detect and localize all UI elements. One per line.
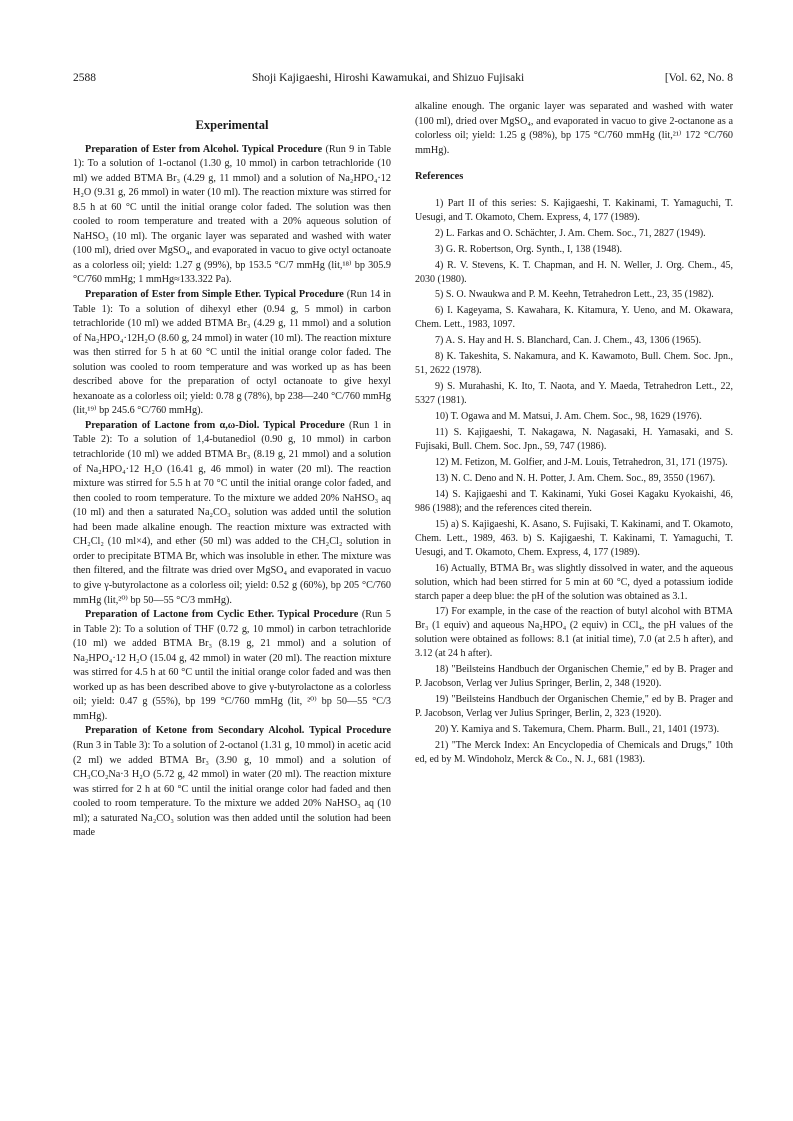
reference-text: S. Murahashi, K. Ito, T. Naota, and Y. Maeda, Tetrahedron Lett., 22, 5327 (1981). [415,381,733,407]
reference-number: 18) [435,664,449,676]
reference-text: S. Kajigaeshi and T. Kakinami, Yuki Gosei Kagaku Kyokaishi, 46, 986 (1988); and the references cited therein. [415,488,733,514]
reference-text: L. Farkas and O. Schächter, J. Am. Chem. Soc., 71, 2827 (1949). [445,227,706,239]
reference-item [415,410,733,424]
reference-number: 7) [435,335,444,347]
reference-number: 15) [435,518,449,530]
reference-text: S. O. Nwaukwa and P. M. Keehn, Tetrahedron Lett., 23, 35 (1982). [445,289,714,301]
reference-item [415,334,733,348]
reference-text: Y. Kamiya and S. Takemura, Chem. Pharm. Bull., 21, 1401 (1973). [450,724,720,736]
reference-number: 19) [435,694,449,706]
procedure-ketone-from-alcohol [73,724,391,840]
reference-number: 20) [435,724,449,736]
reference-number: 8) [435,351,444,363]
reference-text: G. R. Robertson, Org. Synth., I, 138 (1948). [445,243,623,255]
reference-item [415,288,733,302]
reference-number: 14) [435,488,449,500]
reference-item [415,197,733,225]
reference-item [415,380,733,408]
right-column [415,100,733,769]
reference-item [415,562,733,604]
reference-number: 11) [435,427,448,439]
reference-text: R. V. Stevens, K. T. Chapman, and H. N. Weller, J. Org. Chem., 45, 2030 (1980). [415,259,734,285]
reference-item [415,488,733,516]
procedure-heading: Preparation of Lactone from Cyclic Ether. Typical Procedure [85,609,359,621]
reference-text: "Beilsteins Handbuch der Organischen Chemie," ed by B. Prager and P. Jacobson, Verlag ver Julius Springer, Berlin, 2, 323 (1920). [415,694,733,720]
reference-number: 16) [435,562,449,574]
reference-text: Part II of this series: S. Kajigaeshi, T. Kakinami, T. Yamaguchi, T. Uesugi, and T. Okamoto, Chem. Express, 4, 177 (1989). [415,197,733,223]
reference-item [415,227,733,241]
reference-item [415,426,733,454]
section-title-experimental: Experimental [195,118,269,132]
procedure-heading: Preparation of Lactone from α,ω-Diol. Typical Procedure [85,419,345,431]
reference-item [415,456,733,470]
references-title: References [415,171,464,183]
procedure-text: (Run 14 in Table 1): To a solution of dihexyl ether (0.94 g, 5 mmol) in carbon tetrachloride (10 ml) we added BTMA Br₃ (4.29 g, 11 mmol) and a solution of Na₂HPO₄·12H₂O (8.60 g, 24 mmol) in water (10 ml). The reaction mixture was then stirred for 5 h at 60 °C until the initial orange color faded. The solution was cooled to room temperature and was worked up as has been described above for the preparation of octyl octanoate to give hexyl hexanoate as a colorless oil; yield: 0.78 g (78%), bp 238—240 °C/760 mmHg (lit,¹⁹⁾ bp 245.6 °C/760 mmHg). [73,289,391,417]
reference-item [415,472,733,486]
page-number: 2588 [73,72,96,84]
reference-item [415,350,733,378]
procedure-ester-from-ether [73,288,391,419]
reference-item [415,739,733,767]
reference-number: 4) [435,259,444,271]
reference-number: 1) [435,197,444,209]
reference-text: A. S. Hay and H. S. Blanchard, Can. J. Chem., 43, 1306 (1965). [445,335,702,347]
procedure-text: (Run 3 in Table 3): To a solution of 2-octanol (1.31 g, 10 mmol) in acetic acid (2 ml) we added BTMA Br₃ (3.90 g, 10 mmol) and a solution of CH₃CO₂Na·3 H₂O (5.72 g, 42 mmol) in water (20 ml). The reaction mixture was stirred for 2 h at 60 °C until the initial orange color had faded and then cooled to room temperature. To the mixture we added 20% NaHSO₃ aq (10 ml); a saturated Na₂CO₃ solution was then added until the solution had been made [73,739,391,839]
procedure-heading: Preparation of Ketone from Secondary Alcohol. Typical Procedure [85,725,391,737]
running-header-volume: [Vol. 62, No. 8 [664,72,733,84]
reference-item [415,243,733,257]
reference-item [415,518,733,560]
procedure-continuation: alkaline enough. The organic layer was separated and washed with water (100 ml), dried over MgSO₄, and evaporated in vacuo to give 2-octanone as a colorless oil; yield: 1.25 g (98%), bp 175 °C/760 mmHg (lit,²¹⁾ 172 °C/760 mmHg). [415,101,733,156]
reference-number: 12) [435,456,449,468]
reference-number: 5) [435,289,444,301]
procedure-heading: Preparation of Ester from Alcohol. Typical Procedure [85,143,323,155]
reference-text: I. Kageyama, S. Kawahara, K. Kitamura, Y. Ueno, and M. Okawara, Chem. Lett., 1983, 1097. [415,305,733,331]
procedure-ester-from-alcohol [73,143,391,288]
reference-text: M. Fetizon, M. Golfier, and J-M. Louis, Tetrahedron, 31, 171 (1975). [450,456,728,468]
reference-text: "The Merck Index: An Encyclopedia of Chemicals and Drugs," 10th ed, ed by M. Windoholz, Merck & Co., N. J., 681 (1983). [415,740,734,765]
reference-text: "Beilsteins Handbuch der Organischen Chemie," ed by B. Prager and P. Jacobson, Verlag ver Julius Springer, Berlin, 2, 348 (1920). [415,664,733,690]
reference-text: For example, in the case of the reaction of butyl alcohol with BTMA Br₃ (1 equiv) and aqueous Na₂HPO₄ (2 equiv) in CCl₄, the pH values of the solution were obtained as follows: 8.1 (at initial time), 7.0 (at 2.5 h after), and 3.12 (at 24 h after). [415,606,733,660]
procedure-lactone-from-cyclic-ether [73,608,391,724]
running-header-authors: Shoji Kajigaeshi, Hiroshi Kawamukai, and Shizuo Fujisaki [252,72,525,84]
reference-text: N. C. Deno and N. H. Potter, J. Am. Chem. Soc., 89, 3550 (1967). [450,472,716,484]
reference-text: K. Takeshita, S. Nakamura, and K. Kawamoto, Bull. Chem. Soc. Jpn., 51, 2622 (1978). [415,351,733,377]
procedure-lactone-from-diol [73,419,391,608]
reference-number: 17) [435,606,449,618]
reference-number: 3) [435,243,444,255]
reference-item [415,605,733,661]
reference-text: Actually, BTMA Br₃ was slightly dissolved in water, and the aqueous solution, which had been stirred for 5 min at 60 °C, dyed a potassium iodide starch paper a deep blue: the pH of the solution was obtained as 3.1. [415,562,733,602]
reference-text: S. Kajigaeshi, T. Nakagawa, N. Nagasaki, H. Yamasaki, and S. Fujisaki, Bull. Chem. Soc. Jpn., 59, 747 (1986). [415,427,733,452]
reference-number: 10) [435,411,449,423]
reference-item [415,723,733,737]
procedure-heading: Preparation of Ester from Simple Ether. Typical Procedure [85,289,344,301]
left-column [73,100,391,841]
reference-item [415,693,733,721]
procedure-text: (Run 5 in Table 2): To a solution of THF (0.72 g, 10 mmol) in carbon tetrachloride (10 ml) we added BTMA Br₃ (8.19 g, 21 mmol) and a solution of Na₂HPO₄·12 H₂O (15.04 g, 42 mmol) in water (20 ml). The reaction mixture was stirred for 4.5 h at 60 °C until the initial orange color faded and was then worked up as has been described above to give γ-butyrolactone as a colorless oil; yield: 0.47 g (55%), bp 199 °C/760 mmHg (lit, ²⁰⁾ bp 50—55 °C/3 mmHg). [73,609,391,722]
reference-item [415,259,733,287]
reference-number: 6) [435,305,444,317]
reference-number: 21) [435,740,449,752]
reference-number: 9) [435,381,444,393]
reference-text: T. Ogawa and M. Matsui, J. Am. Chem. Soc., 98, 1629 (1976). [450,411,702,423]
references-list [415,197,733,767]
procedure-text: (Run 1 in Table 2): To a solution of 1,4-butanediol (0.90 g, 10 mmol) in carbon tetrachloride (10 ml) we added BTMA Br₃ (8.19 g, 21 mmol) and a solution of Na₂HPO₄·12 H₂O (16.41 g, 46 mmol) in water (20 ml). The reaction mixture was stirred for 5.5 h at 70 °C until the initial orange color faded, and then cooled to room temperature. To the mixture we added 20% NaHSO₃ aq (10 ml) and then a saturated Na₂CO₃ solution was added until the solution had been made alkaline enough. The reaction mixture was extracted with CH₂Cl₂ (10 ml×4), and ether (50 ml) was added to the CH₂Cl₂ solution in order to precipitate BTMA Br, which was insoluble in ether. The mixture was then filtered, and the filtrate was dried over MgSO₄ and evaporated in vacuo to give γ-butyrolactone as a colorless oil; yield: 0.52 g (60%), bp 205 °C/760 mmHg (lit,²⁰⁾ bp 50—55 °C/3 mmHg). [73,419,391,606]
reference-number: 2) [435,227,444,239]
reference-item [415,304,733,332]
procedure-text: (Run 9 in Table 1): To a solution of 1-octanol (1.30 g, 10 mmol) in carbon tetrachloride (10 ml) we added BTMA Br₃ (4.29 g, 11 mmol) and a solution of Na₂HPO₄·12 H₂O (9.31 g, 26 mmol) in water (10 ml). The reaction mixture was stirred for 8.5 h at 60 °C until the initial orange color faded. The solution was then cooled to room temperature and treated with a 20% aqueous solution of NaHSO₃ (10 ml). The organic layer was separated and washed with water (100 ml), dried over MgSO₄, and evaporated in vacuo to give octyl octanoate as a colorless oil; yield: 1.27 g (99%), bp 153.5 °C/7 mmHg (lit,¹⁸⁾ bp 305.9 °C/760 mmHg; 1 mmHg≈133.322 Pa). [73,143,392,286]
reference-text: a) S. Kajigaeshi, K. Asano, S. Fujisaki, T. Kakinami, and T. Okamoto, Chem. Lett., 1989, 463. b) S. Kajigaeshi, T. Kakinami, T. Yamaguchi, T. Uesugi, and T. Okamoto, Chem. Express, 4, 177 (1989). [415,518,733,558]
reference-item [415,663,733,691]
reference-number: 13) [435,472,449,484]
